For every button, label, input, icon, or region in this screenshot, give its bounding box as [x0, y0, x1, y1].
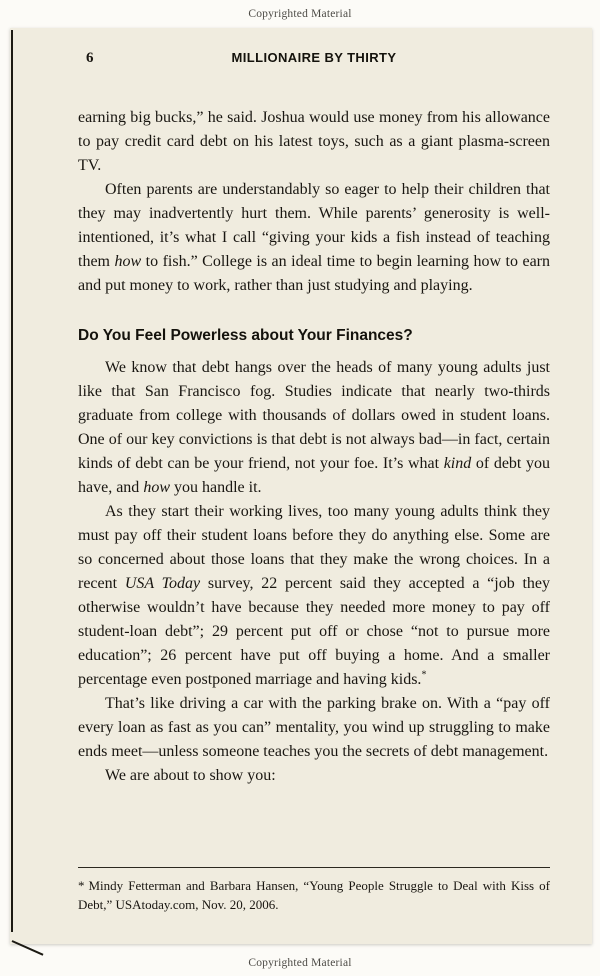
paragraph-3 — [78, 356, 550, 500]
footnote-marker: * — [78, 878, 85, 893]
paragraph-4-text-cont: survey, 22 percent said they accepted a “job they otherwise wouldn’t have because they needed more money to pay off student-loan debt”; 29 percent put off or chose “not to pursue more education”; 26 percent have put off buying a home. And a smaller percentage even postponed marriage and having kids. — [78, 575, 551, 688]
paragraph-5 — [78, 692, 550, 764]
page-number: 6 — [86, 50, 94, 66]
paragraph-2 — [78, 178, 550, 298]
paragraph-1-text: earning big bucks,” he said. Joshua would use money from his allowance to pay credit card debt on his latest toys, such as a giant plasma-screen TV. — [78, 109, 550, 174]
paragraph-4 — [78, 500, 550, 692]
book-page — [10, 28, 592, 944]
paragraph-6 — [78, 764, 550, 788]
paragraph-2-text-cont: to fish.” College is an ideal time to begin learning how to earn and put money to work, rather than just studying and playing. — [78, 253, 551, 294]
footnote-divider — [78, 867, 550, 868]
footnote-text: Mindy Fetterman and Barbara Hansen, “Young People Struggle to Deal with Kiss of Debt,” USAtoday.com, Nov. 20, 2006. — [78, 878, 550, 912]
body-text — [78, 106, 550, 788]
paragraph-3-text-end: you handle it. — [169, 479, 262, 496]
paragraph-6-text: We are about to show you: — [105, 767, 276, 784]
paragraph-3-text-cont: of debt you have, and — [78, 455, 550, 496]
paragraph-1 — [78, 106, 550, 178]
footnote — [78, 876, 550, 914]
copyright-notice-top: Copyrighted Material — [248, 8, 352, 20]
footnote-marker-ref: * — [421, 669, 427, 681]
running-head: MILLIONAIRE BY THIRTY — [231, 50, 397, 65]
paragraph-3-text: We know that debt hangs over the heads of many young adults just like that San Francisco fog. Studies indicate that nearly two-thirds graduate from college with thousands of dollars owed in student loans. One of our key convictions is that debt is not always bad—in fact, certain kinds of debt can be your friend, not your foe. It’s what — [78, 359, 550, 472]
paragraph-5-text: That’s like driving a car with the parking brake on. With a “pay off every loan as fast as you can” mentality, you wind up struggling to make ends meet—unless someone teaches you the secrets of debt management. — [78, 695, 550, 760]
page-header — [78, 50, 550, 68]
paragraph-3-italic-how: how — [143, 479, 170, 496]
copyright-notice-bottom: Copyrighted Material — [248, 957, 352, 969]
page-edge-line — [11, 30, 13, 932]
paragraph-4-italic-usa-today: USA Today — [124, 575, 201, 592]
paragraph-2-text: Often parents are understandably so eager to help their children that they may inadvertently hurt them. While parents’ generosity is well-intentioned, it’s what I call “giving your kids a fish instead of teaching them — [78, 181, 550, 270]
paragraph-2-italic: how — [114, 253, 142, 270]
paragraph-3-italic-kind: kind — [443, 455, 472, 472]
paragraph-4-text: As they start their working lives, too many young adults think they must pay off their student loans before they do anything else. Some are so concerned about those loans that they make the wrong choices. In a recent — [78, 503, 550, 592]
section-heading: Do You Feel Powerless about Your Finances? — [78, 327, 413, 344]
footnote-block — [78, 867, 550, 914]
